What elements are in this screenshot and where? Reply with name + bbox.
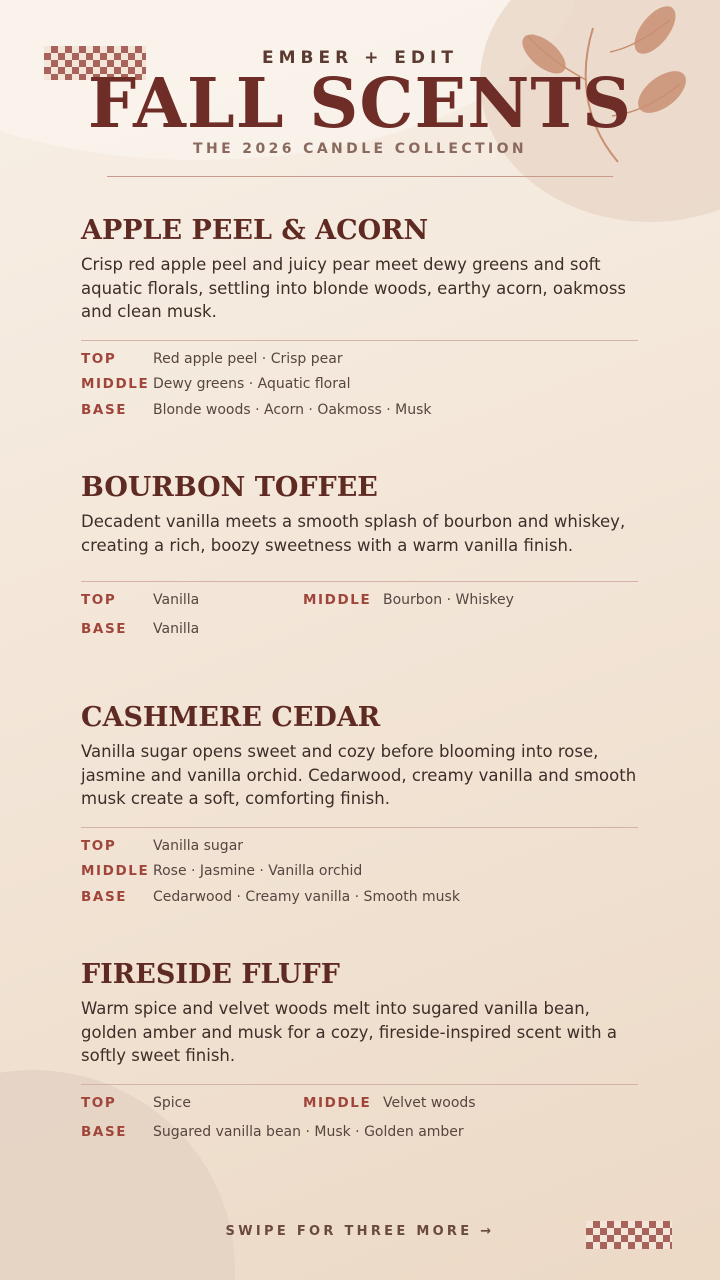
note-value-top: Vanilla sugar xyxy=(153,837,244,854)
scent-divider xyxy=(81,581,638,582)
swipe-cta[interactable]: SWIPE FOR THREE MORE → xyxy=(225,1224,495,1239)
note-label-middle: MIDDLE xyxy=(81,376,150,392)
scent-name: FIRESIDE FLUFF xyxy=(81,959,340,990)
collection-subtitle: THE 2026 CANDLE COLLECTION xyxy=(193,141,527,157)
scent-description: Warm spice and velvet woods melt into sugared vanilla bean, golden amber and musk for a cozy, fireside-inspired scent with a softly sweet finish. xyxy=(81,999,617,1065)
note-label-middle: MIDDLE xyxy=(81,863,150,879)
scent-divider xyxy=(81,340,638,341)
note-label-top: TOP xyxy=(81,350,117,367)
note-row-base xyxy=(81,621,641,650)
note-label-top: TOP xyxy=(81,1094,117,1111)
page-title: FALL SCENTS xyxy=(87,64,633,144)
scent-cashmere-cedar xyxy=(81,702,641,914)
scent-name: APPLE PEEL & ACORN xyxy=(81,215,429,246)
note-value-top: Spice xyxy=(153,1094,191,1111)
note-value-base: Vanilla xyxy=(153,621,200,637)
checker-pattern-bottom-right xyxy=(586,1221,672,1249)
note-label-middle: MIDDLE xyxy=(303,1094,372,1111)
scent-divider xyxy=(81,1084,638,1085)
note-row-middle xyxy=(81,376,641,402)
scent-description: Vanilla sugar opens sweet and cozy before blooming into rose, jasmine and vanilla orchid. Cedarwood, creamy vanilla and smooth musk create a soft, comforting finish. xyxy=(81,742,637,808)
note-value-base: Sugared vanilla bean · Musk · Golden amber xyxy=(153,1123,464,1140)
scent-bourbon-toffee xyxy=(81,472,641,650)
scent-name: CASHMERE CEDAR xyxy=(81,702,381,733)
scent-divider xyxy=(81,827,638,828)
title-divider xyxy=(107,176,613,177)
note-row-top-middle xyxy=(81,592,641,621)
note-value-base: Cedarwood · Creamy vanilla · Smooth musk xyxy=(153,888,460,905)
note-value-middle: Dewy greens · Aquatic floral xyxy=(153,376,351,392)
note-row-top-middle xyxy=(81,1095,641,1124)
note-value-middle: Rose · Jasmine · Vanilla orchid xyxy=(153,863,363,879)
note-row-top xyxy=(81,351,641,377)
scent-description: Crisp red apple peel and juicy pear meet dewy greens and soft aquatic florals, settling into blonde woods, earthy acorn, oakmoss and clean musk. xyxy=(81,255,627,321)
note-label-base: BASE xyxy=(81,1123,128,1140)
note-row-base xyxy=(81,889,641,915)
note-row-base xyxy=(81,402,641,428)
scent-notes xyxy=(81,838,641,915)
note-value-middle: Bourbon · Whiskey xyxy=(383,592,514,608)
brand-name: EMBER + EDIT xyxy=(262,48,458,68)
note-value-top: Red apple peel · Crisp pear xyxy=(153,350,343,367)
note-label-base: BASE xyxy=(81,888,128,905)
note-row-middle xyxy=(81,863,641,889)
note-value-base: Blonde woods · Acorn · Oakmoss · Musk xyxy=(153,401,432,418)
note-label-base: BASE xyxy=(81,621,128,637)
note-label-base: BASE xyxy=(81,401,128,418)
note-label-top: TOP xyxy=(81,592,117,608)
note-label-top: TOP xyxy=(81,837,117,854)
scent-notes xyxy=(81,1095,641,1153)
scent-notes xyxy=(81,351,641,428)
scent-apple-peel-acorn xyxy=(81,215,641,427)
scent-description: Decadent vanilla meets a smooth splash of bourbon and whiskey, creating a rich, boozy sweetness with a warm vanilla finish. xyxy=(81,512,626,555)
scent-notes xyxy=(81,592,641,650)
note-value-top: Vanilla xyxy=(153,592,200,608)
scent-fireside-fluff xyxy=(81,959,641,1153)
note-value-middle: Velvet woods xyxy=(383,1094,476,1111)
note-row-top xyxy=(81,838,641,864)
note-label-middle: MIDDLE xyxy=(303,592,372,608)
note-row-base xyxy=(81,1124,641,1153)
scent-name: BOURBON TOFFEE xyxy=(81,472,378,503)
